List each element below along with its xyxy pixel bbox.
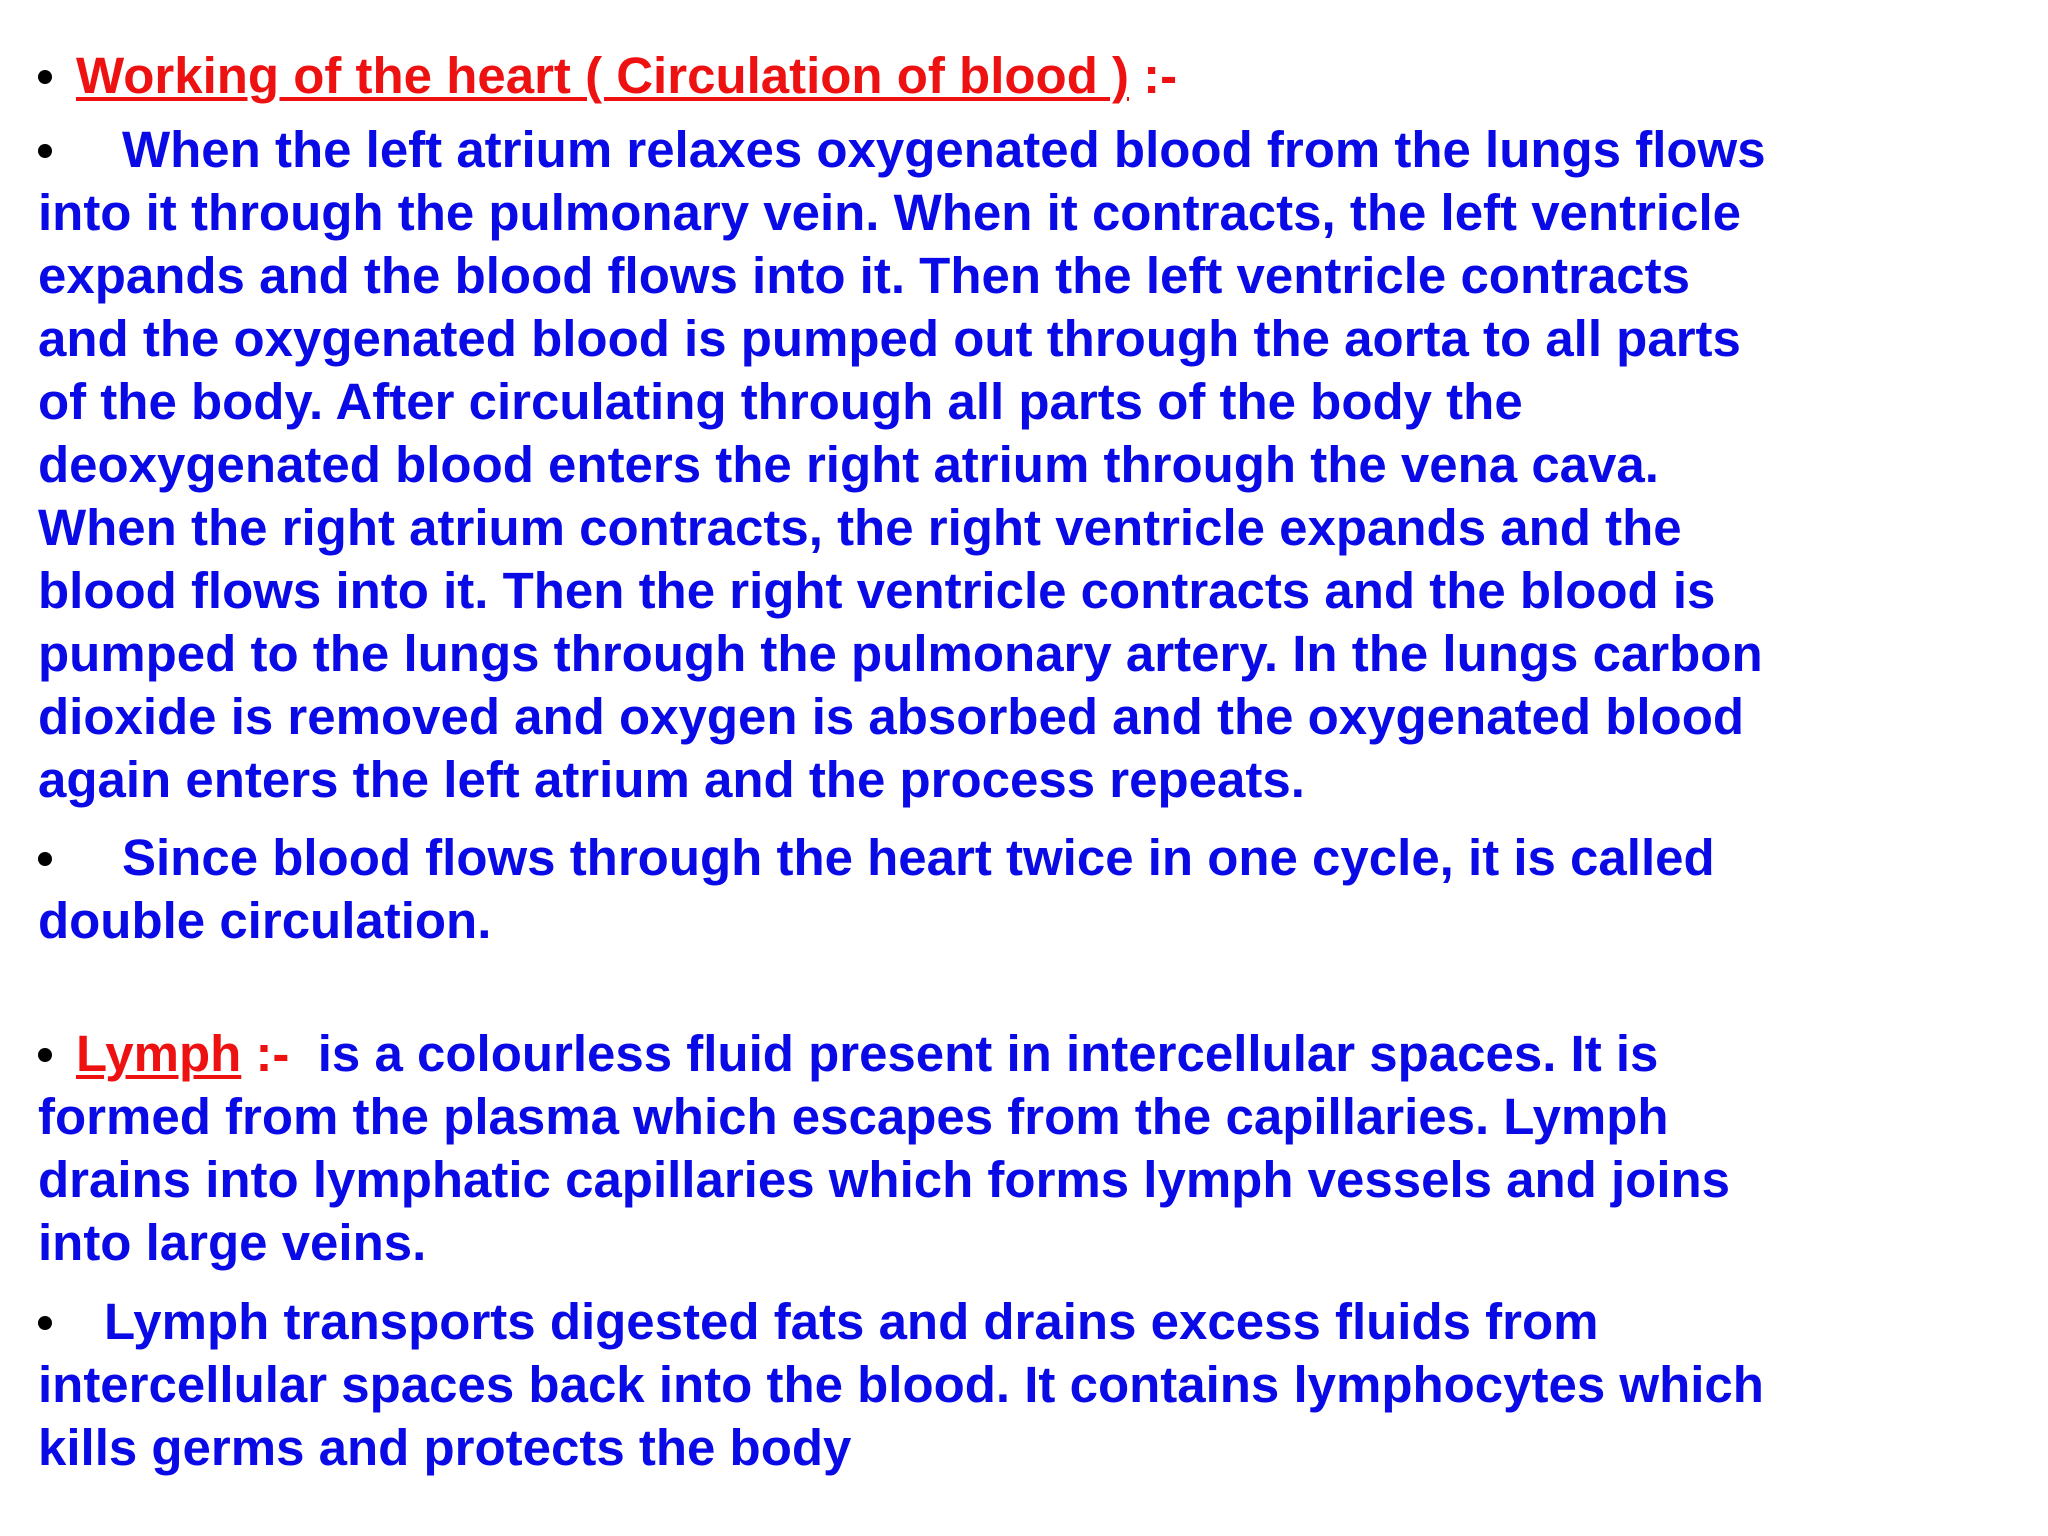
paragraph-line: of the body. After circulating through all parts of the body the — [38, 373, 1523, 430]
bullet-icon — [38, 1316, 52, 1330]
paragraph-line — [38, 826, 2018, 889]
paragraph-line: again enters the left atrium and the process repeats. — [38, 751, 1305, 808]
paragraph-line: into it through the pulmonary vein. When it contracts, the left ventricle — [38, 184, 1741, 241]
bullet-icon — [38, 144, 52, 158]
paragraph-line: When the right atrium contracts, the right ventricle expands and the — [38, 499, 1682, 556]
paragraph-line: deoxygenated blood enters the right atrium through the vena cava. — [38, 436, 1659, 493]
paragraph-line: pumped to the lungs through the pulmonary artery. In the lungs carbon — [38, 625, 1763, 682]
paragraph-line — [38, 118, 2018, 181]
bullet-icon — [38, 1048, 52, 1062]
paragraph-line — [38, 1290, 2018, 1353]
lymph-heading-separator: :- — [255, 1025, 290, 1082]
paragraph-line: dioxide is removed and oxygen is absorbed and the oxygenated blood — [38, 688, 1745, 745]
lymph-function-paragraph — [38, 1290, 2018, 1479]
paragraph-line: double circulation. — [38, 892, 492, 949]
heart-heading-separator: :- — [1143, 47, 1178, 104]
paragraph-line: and the oxygenated blood is pumped out through the aorta to all parts — [38, 310, 1741, 367]
paragraph-line-text: is a colourless fluid present in intercellular spaces. It is — [317, 1025, 1659, 1082]
paragraph-line: blood flows into it. Then the right ventricle contracts and the blood is — [38, 562, 1716, 619]
paragraph-line: intercellular spaces back into the blood. It contains lymphocytes which — [38, 1356, 1764, 1413]
paragraph-line: formed from the plasma which escapes from the capillaries. Lymph — [38, 1088, 1669, 1145]
heart-circulation-paragraph — [38, 118, 2018, 811]
heart-heading: Working of the heart ( Circulation of blood ) — [76, 47, 1129, 104]
paragraph-line-text: Since blood flows through the heart twice in one cycle, it is called — [122, 829, 1715, 886]
paragraph-line-text: When the left atrium relaxes oxygenated blood from the lungs flows — [122, 121, 1766, 178]
paragraph-line: expands and the blood flows into it. Then the left ventricle contracts — [38, 247, 1691, 304]
double-circulation-paragraph — [38, 826, 2018, 952]
lymph-definition-paragraph — [38, 1022, 2018, 1274]
heart-heading-line — [38, 44, 2018, 107]
lymph-heading: Lymph — [76, 1025, 242, 1082]
paragraph-line: into large veins. — [38, 1214, 427, 1271]
paragraph-line: kills germs and protects the body — [38, 1419, 852, 1476]
bullet-icon — [38, 70, 52, 84]
paragraph-line: drains into lymphatic capillaries which forms lymph vessels and joins — [38, 1151, 1731, 1208]
paragraph-line-text: Lymph transports digested fats and drains excess fluids from — [104, 1293, 1599, 1350]
bullet-icon — [38, 852, 52, 866]
heart-heading-item — [38, 44, 2018, 107]
paragraph-line — [38, 1022, 2018, 1085]
